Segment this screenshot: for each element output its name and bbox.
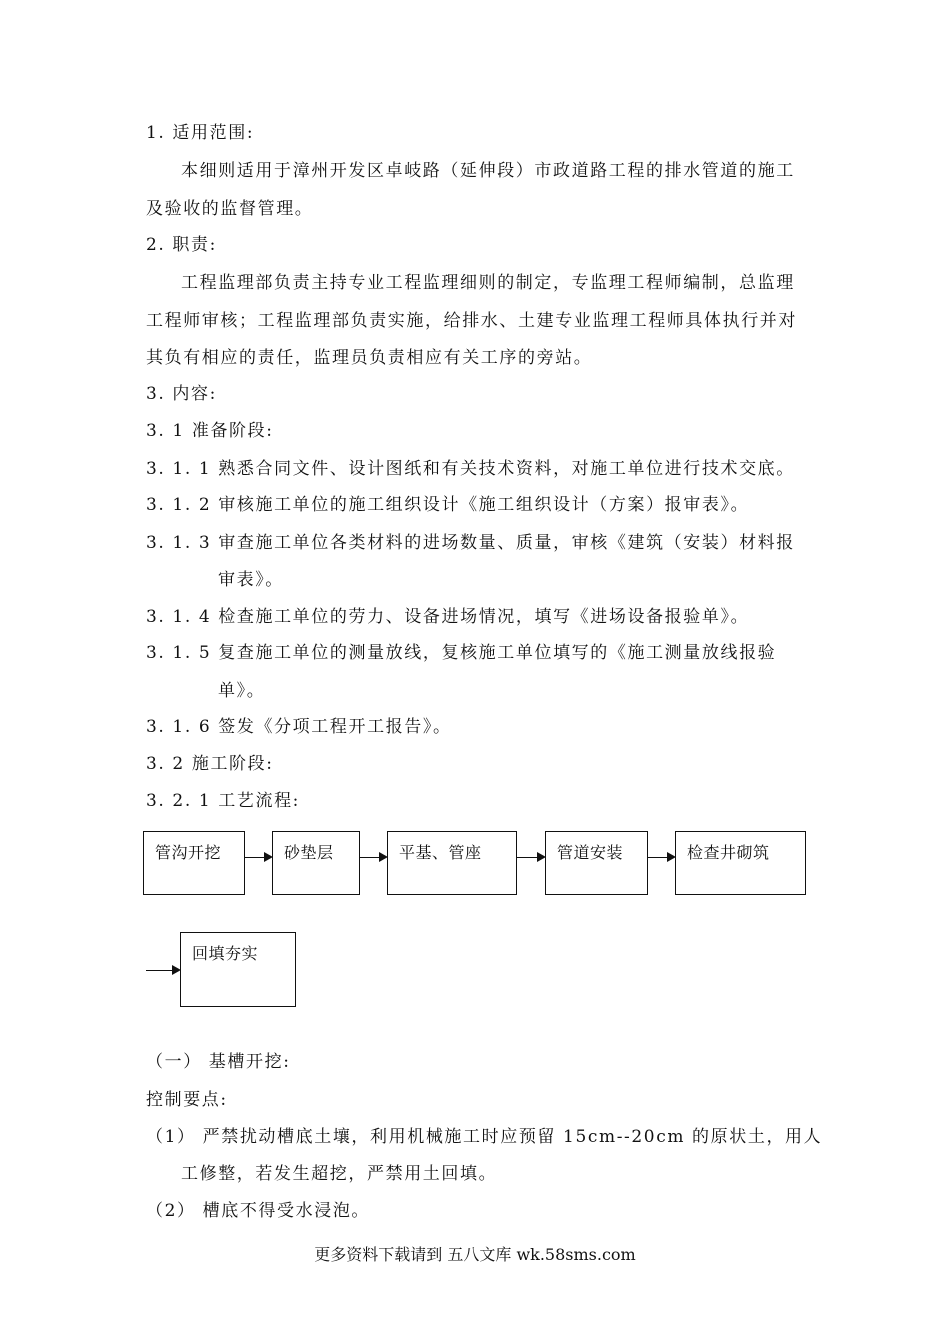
control-point-1-line-2: 工修整，若发生超挖，严禁用土回填。 — [181, 1164, 498, 1184]
control-point-1-line-1: （1） 严禁扰动槽底土壤，利用机械施工时应预留 15cm--20cm 的原状土，用人 — [146, 1127, 823, 1147]
control-point-2: （2） 槽底不得受水浸泡。 — [146, 1201, 371, 1221]
flow-arrow — [245, 857, 271, 858]
flow-arrow — [146, 970, 179, 971]
flow-box-label: 管道安装 — [557, 843, 624, 862]
footer-download-note: 更多资料下载请到 五八文库 wk.58sms.com — [314, 1245, 636, 1264]
flow-box-manhole-masonry — [675, 831, 806, 895]
flow-box-trench-excavation — [143, 831, 245, 895]
heading-duties: 2. 职责: — [146, 235, 217, 255]
heading-control-points: 控制要点: — [146, 1090, 228, 1110]
item-3-1-5-line-2: 单》。 — [218, 681, 266, 701]
item-3-1-1: 3. 1. 1 熟悉合同文件、设计图纸和有关技术资料，对施工单位进行技术交底。 — [146, 459, 795, 479]
item-3-1-3-line-2: 审表》。 — [218, 570, 284, 590]
paragraph-duties-line-1: 工程监理部负责主持专业工程监理细则的制定，专监理工程师编制，总监理 — [181, 273, 795, 293]
flow-box-label: 检查井砌筑 — [687, 843, 770, 862]
paragraph-scope-line-1: 本细则适用于漳州开发区卓岐路（延伸段）市政道路工程的排水管道的施工 — [181, 161, 795, 181]
paragraph-duties-line-3: 其负有相应的责任，监理员负责相应有关工序的旁站。 — [146, 348, 593, 368]
flow-box-foundation-pipe-seat — [387, 831, 517, 895]
item-3-1-4: 3. 1. 4 检查施工单位的劳力、设备进场情况，填写《进场设备报验单》。 — [146, 607, 750, 627]
flow-arrow — [517, 857, 544, 858]
item-3-1-5-line-1: 3. 1. 5 复查施工单位的测量放线，复核施工单位填写的《施工测量放线报验 — [146, 643, 777, 663]
flow-box-pipe-installation — [545, 831, 648, 895]
heading-trench-excavation: （一） 基槽开挖: — [146, 1052, 291, 1072]
flow-box-label: 回填夯实 — [192, 944, 259, 963]
flow-box-label: 平基、管座 — [399, 843, 482, 862]
flow-box-backfill-compaction — [180, 932, 296, 1007]
item-3-1-3-line-1: 3. 1. 3 审查施工单位各类材料的进场数量、质量，审核《建筑（安装）材料报 — [146, 533, 795, 553]
paragraph-duties-line-2: 工程师审核；工程监理部负责实施，给排水、土建专业监理工程师具体执行并对 — [146, 311, 797, 331]
heading-process-flow: 3. 2. 1 工艺流程: — [146, 791, 300, 811]
item-3-1-2: 3. 1. 2 审核施工单位的施工组织设计《施工组织设计（方案）报审表》。 — [146, 495, 750, 515]
paragraph-scope-line-2: 及验收的监督管理。 — [146, 199, 314, 219]
heading-construction-stage: 3. 2 施工阶段: — [146, 754, 274, 774]
flow-box-sand-cushion — [272, 831, 360, 895]
flow-arrow — [648, 857, 674, 858]
heading-scope: 1. 适用范围: — [146, 123, 255, 143]
item-3-1-6: 3. 1. 6 签发《分项工程开工报告》。 — [146, 717, 452, 737]
heading-preparation-stage: 3. 1 准备阶段: — [146, 421, 274, 441]
flow-box-label: 砂垫层 — [284, 843, 334, 862]
flow-box-label: 管沟开挖 — [155, 843, 222, 862]
flow-arrow — [360, 857, 386, 858]
heading-content: 3. 内容: — [146, 384, 217, 404]
